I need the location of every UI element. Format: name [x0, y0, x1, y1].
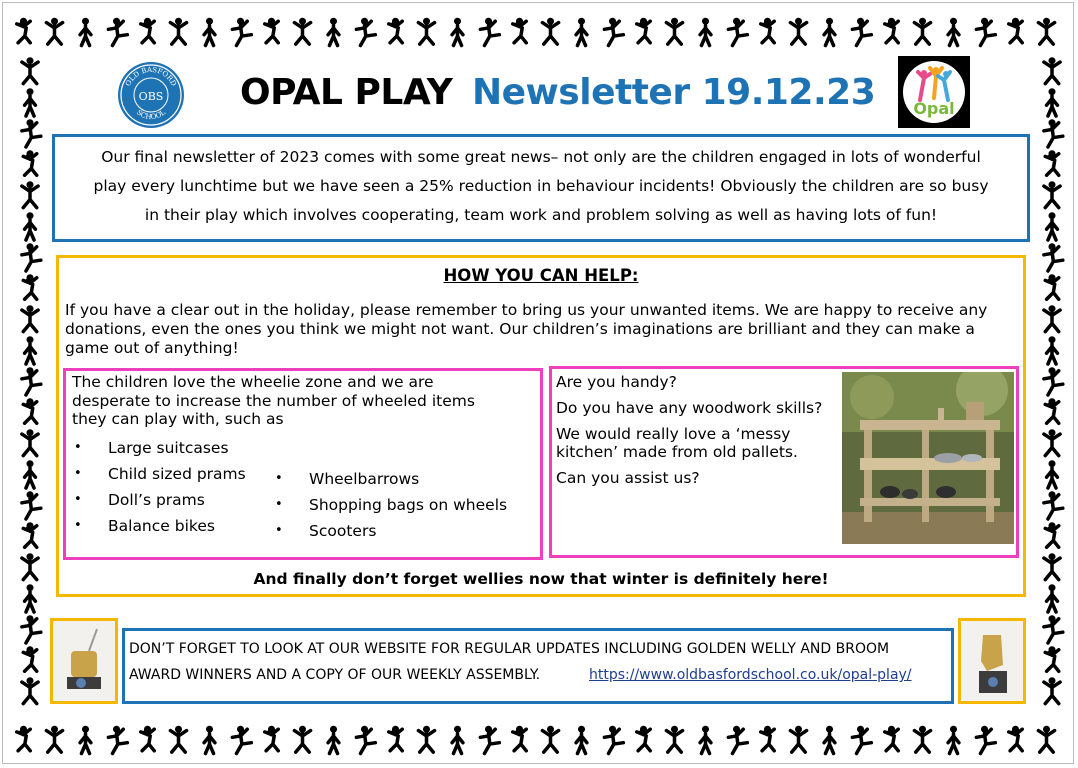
- child-silhouette-icon: [1044, 553, 1060, 579]
- child-silhouette-icon: [948, 18, 959, 46]
- child-silhouette-icon: [418, 726, 434, 752]
- wheelie-zone-box: [63, 368, 543, 560]
- child-silhouette-icon: [141, 18, 155, 43]
- child-silhouette-icon: [22, 119, 41, 147]
- child-silhouette-icon: [1047, 212, 1058, 240]
- child-silhouette-icon: [232, 726, 251, 754]
- handy-line-5: Can you assist us?: [556, 469, 700, 487]
- intro-line-2: play every lunchtime but we have seen a 25% reduction in behaviour incidents! Obviously the children are so busy: [93, 177, 989, 195]
- child-silhouette-icon: [914, 18, 930, 44]
- child-silhouette-icon: [265, 18, 279, 43]
- child-silhouette-icon: [170, 18, 186, 44]
- list-item: • Shopping bags on wheels: [273, 492, 507, 518]
- child-silhouette-icon: [25, 460, 36, 488]
- intro-box: [52, 134, 1030, 242]
- handy-line-1: Are you handy?: [556, 373, 677, 391]
- child-silhouette-icon: [356, 18, 375, 46]
- child-silhouette-icon: [885, 726, 899, 751]
- child-silhouette-icon: [542, 18, 558, 44]
- child-silhouette-icon: [790, 18, 806, 44]
- silhouette-frieze-right: [1030, 54, 1074, 714]
- wheelie-list-a: [72, 435, 246, 539]
- intro-line-1: Our final newsletter of 2023 comes with some great news– not only are the children engaged in lots of wonderful: [101, 148, 981, 166]
- child-silhouette-icon: [22, 615, 41, 643]
- child-silhouette-icon: [1044, 119, 1063, 147]
- child-silhouette-icon: [480, 726, 499, 754]
- child-silhouette-icon: [1045, 398, 1059, 423]
- child-silhouette-icon: [17, 726, 31, 751]
- child-silhouette-icon: [1044, 181, 1060, 207]
- child-silhouette-icon: [1045, 274, 1059, 299]
- child-silhouette-icon: [80, 18, 91, 46]
- child-silhouette-icon: [46, 18, 62, 44]
- child-silhouette-icon: [576, 726, 587, 754]
- list-item: • Scooters: [273, 518, 507, 544]
- child-silhouette-icon: [328, 726, 339, 754]
- child-silhouette-icon: [480, 18, 499, 46]
- child-silhouette-icon: [1038, 726, 1054, 752]
- child-silhouette-icon: [389, 18, 403, 43]
- child-silhouette-icon: [389, 726, 403, 751]
- child-silhouette-icon: [700, 726, 711, 754]
- child-silhouette-icon: [204, 726, 215, 754]
- silhouette-frieze-top: [8, 8, 1070, 52]
- child-silhouette-icon: [1044, 677, 1060, 703]
- child-silhouette-icon: [852, 18, 871, 46]
- child-silhouette-icon: [790, 726, 806, 752]
- website-box: [122, 628, 954, 704]
- child-silhouette-icon: [232, 18, 251, 46]
- list-item: • Child sized prams: [72, 461, 246, 487]
- title-newsletter-date: Newsletter 19.12.23: [472, 72, 876, 113]
- child-silhouette-icon: [23, 522, 37, 547]
- child-silhouette-icon: [1044, 367, 1063, 395]
- silhouette-frieze-bottom: [8, 716, 1070, 760]
- child-silhouette-icon: [513, 726, 527, 751]
- child-silhouette-icon: [914, 726, 930, 752]
- child-silhouette-icon: [700, 18, 711, 46]
- child-silhouette-icon: [25, 584, 36, 612]
- child-silhouette-icon: [1044, 429, 1060, 455]
- child-silhouette-icon: [23, 398, 37, 423]
- child-silhouette-icon: [1044, 243, 1063, 271]
- child-silhouette-icon: [356, 726, 375, 754]
- child-silhouette-icon: [1044, 305, 1060, 331]
- help-body-text: If you have a clear out in the holiday, please remember to bring us your unwanted items. We are happy to receive any donations, even the ones you think we might not want. Our children’s imaginations are brilliant and they can make a game out of anything!: [65, 301, 988, 357]
- child-silhouette-icon: [1047, 460, 1058, 488]
- child-silhouette-icon: [604, 726, 623, 754]
- child-silhouette-icon: [542, 726, 558, 752]
- child-silhouette-icon: [108, 18, 127, 46]
- child-silhouette-icon: [637, 726, 651, 751]
- opal-logo: [898, 56, 970, 128]
- title-opal-play: OPAL PLAY: [240, 72, 453, 113]
- child-silhouette-icon: [23, 274, 37, 299]
- child-silhouette-icon: [22, 553, 38, 579]
- child-silhouette-icon: [1045, 646, 1059, 671]
- list-item: • Wheelbarrows: [273, 466, 507, 492]
- list-item: • Doll’s prams: [72, 487, 246, 513]
- handy-line-2: Do you have any woodwork skills?: [556, 399, 823, 417]
- child-silhouette-icon: [22, 305, 38, 331]
- child-silhouette-icon: [576, 18, 587, 46]
- child-silhouette-icon: [265, 726, 279, 751]
- child-silhouette-icon: [170, 726, 186, 752]
- child-silhouette-icon: [294, 726, 310, 752]
- child-silhouette-icon: [728, 726, 747, 754]
- child-silhouette-icon: [22, 677, 38, 703]
- child-silhouette-icon: [22, 243, 41, 271]
- child-silhouette-icon: [1047, 336, 1058, 364]
- child-silhouette-icon: [761, 726, 775, 751]
- child-silhouette-icon: [46, 726, 62, 752]
- child-silhouette-icon: [1047, 584, 1058, 612]
- broom-award-trophy-image: [958, 618, 1026, 704]
- child-silhouette-icon: [204, 18, 215, 46]
- child-silhouette-icon: [25, 212, 36, 240]
- child-silhouette-icon: [761, 18, 775, 43]
- help-heading: HOW YOU CAN HELP:: [443, 266, 639, 285]
- child-silhouette-icon: [418, 18, 434, 44]
- child-silhouette-icon: [294, 18, 310, 44]
- golden-welly-trophy-image: [50, 618, 118, 704]
- child-silhouette-icon: [108, 726, 127, 754]
- child-silhouette-icon: [604, 18, 623, 46]
- child-silhouette-icon: [452, 18, 463, 46]
- child-silhouette-icon: [976, 18, 995, 46]
- child-silhouette-icon: [666, 726, 682, 752]
- child-silhouette-icon: [1044, 491, 1063, 519]
- child-silhouette-icon: [513, 18, 527, 43]
- child-silhouette-icon: [22, 429, 38, 455]
- wellies-reminder: And finally don’t forget wellies now that winter is definitely here!: [253, 570, 829, 588]
- child-silhouette-icon: [23, 150, 37, 175]
- child-silhouette-icon: [1009, 18, 1023, 43]
- opal-play-website-link[interactable]: https://www.oldbasfordschool.co.uk/opal-play/: [589, 667, 912, 683]
- child-silhouette-icon: [25, 336, 36, 364]
- child-silhouette-icon: [824, 18, 835, 46]
- list-item: • Large suitcases: [72, 435, 246, 461]
- school-logo-top-text: OLD BASFORD: [124, 65, 178, 88]
- child-silhouette-icon: [637, 18, 651, 43]
- list-item: • Balance bikes: [72, 513, 246, 539]
- child-silhouette-icon: [852, 726, 871, 754]
- child-silhouette-icon: [666, 18, 682, 44]
- child-silhouette-icon: [948, 726, 959, 754]
- child-silhouette-icon: [328, 18, 339, 46]
- website-text-line-1: DON’T FORGET TO LOOK AT OUR WEBSITE FOR REGULAR UPDATES INCLUDING GOLDEN WELLY AND BROOM: [129, 641, 890, 657]
- child-silhouette-icon: [1045, 150, 1059, 175]
- child-silhouette-icon: [22, 367, 41, 395]
- school-logo-monogram: OBS: [138, 90, 164, 103]
- child-silhouette-icon: [885, 18, 899, 43]
- child-silhouette-icon: [1044, 615, 1063, 643]
- wheelie-list-b: [273, 466, 507, 544]
- child-silhouette-icon: [141, 726, 155, 751]
- child-silhouette-icon: [728, 18, 747, 46]
- child-silhouette-icon: [1038, 18, 1054, 44]
- how-you-can-help-box: [56, 255, 1026, 597]
- child-silhouette-icon: [976, 726, 995, 754]
- mud-kitchen-photo: [842, 372, 1014, 544]
- child-silhouette-icon: [17, 18, 31, 43]
- handy-line-3: We would really love a ‘messy: [556, 425, 791, 443]
- child-silhouette-icon: [23, 646, 37, 671]
- intro-line-3: in their play which involves cooperating, team work and problem solving as well as having lots of fun!: [144, 206, 938, 224]
- child-silhouette-icon: [22, 181, 38, 207]
- child-silhouette-icon: [80, 726, 91, 754]
- child-silhouette-icon: [1045, 522, 1059, 547]
- website-text-line-2: AWARD WINNERS AND A COPY OF OUR WEEKLY ASSEMBLY.: [129, 667, 541, 683]
- school-logo-bottom-text: SCHOOL: [134, 108, 168, 122]
- child-silhouette-icon: [22, 491, 41, 519]
- opal-logo-text: Opal: [913, 99, 955, 118]
- handy-line-4: kitchen’ made from old pallets.: [556, 443, 798, 461]
- child-silhouette-icon: [1009, 726, 1023, 751]
- child-silhouette-icon: [452, 726, 463, 754]
- wheelie-intro: The children love the wheelie zone and we are desperate to increase the number of wheeled items they can play with, such as: [72, 373, 475, 428]
- child-silhouette-icon: [824, 726, 835, 754]
- messy-kitchen-box: [549, 366, 1019, 558]
- silhouette-frieze-left: [8, 54, 52, 714]
